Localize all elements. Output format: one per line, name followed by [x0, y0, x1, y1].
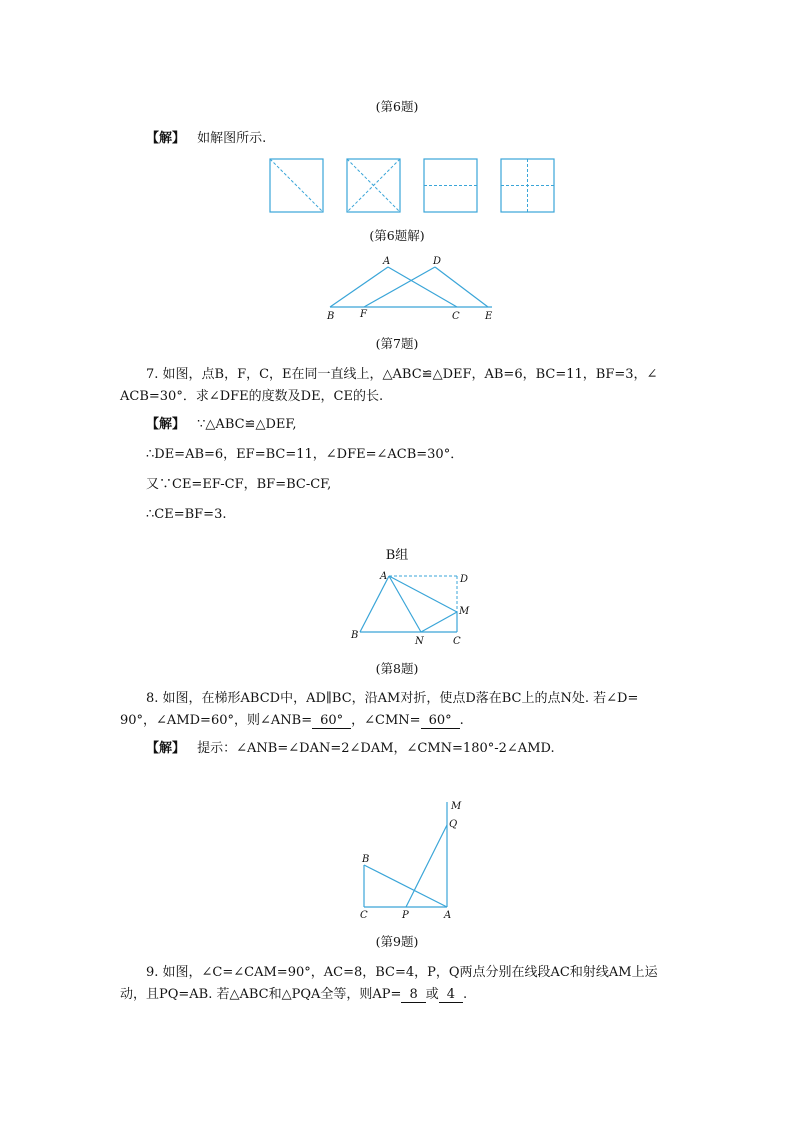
q9-problem-line2: 动，且PQ=AB. 若△ABC和△PQA全等，则AP= 8 或 4 . — [120, 987, 468, 1002]
q7-problem — [120, 364, 680, 408]
q8-problem — [120, 688, 680, 732]
q8-hint: 提示：∠ANB=∠DAN=2∠DAM，∠CMN=180°-2∠AMD. — [197, 741, 555, 756]
solution-text: 如解图所示. — [197, 131, 267, 146]
q7-problem-line1: 7. 如图，点B，F，C，E在同一直线上，△ABC≌△DEF，AB=6，BC=11，BF=3，∠ — [146, 367, 658, 382]
label-A: A — [444, 910, 452, 921]
label-A: A — [383, 256, 391, 267]
label-B: B — [327, 311, 335, 322]
q8-figure — [345, 568, 475, 648]
q9-caption: (第9题) — [375, 934, 419, 949]
q8-problem-line1: 8. 如图，在梯形ABCD中，AD∥BC，沿AM对折，使点D落在BC上的点N处. 若∠D= — [146, 691, 639, 706]
square-two-diagonals-cut — [347, 159, 400, 212]
label-F: F — [360, 309, 367, 320]
q7-caption: (第7题) — [375, 336, 419, 351]
answer-blank: 60° — [312, 713, 351, 729]
label-A: A — [380, 571, 388, 582]
label-D: D — [460, 574, 469, 585]
q6-solution-figure — [266, 156, 558, 216]
label-D: D — [433, 256, 442, 267]
group-b-title: B组 — [385, 548, 409, 563]
label-C: C — [453, 636, 461, 647]
q9-figure — [352, 798, 462, 922]
q8-problem-line2: 90°，∠AMD=60°，则∠ANB= 60° ，∠CMN= 60° . — [120, 713, 464, 728]
q7-solution — [146, 414, 706, 526]
label-Q: Q — [449, 819, 458, 830]
q7-sol-step3: 又∵CE=EF-CF，BF=BC-CF, — [146, 477, 332, 492]
label-C: C — [360, 910, 368, 921]
q9-problem — [120, 962, 680, 1006]
q6-solution — [146, 128, 706, 150]
q7-sol-step1: ∵△ABC≌△DEF, — [197, 417, 297, 432]
q7-sol-step4: ∴CE=BF=3. — [146, 507, 227, 522]
q6-caption: (第6题) — [375, 99, 419, 114]
answer-blank: 60° — [421, 713, 460, 729]
answer-blank: 4 — [439, 987, 463, 1003]
label-P: P — [402, 910, 409, 921]
q7-sol-step2: ∴DE=AB=6，EF=BC=11，∠DFE=∠ACB=30°． — [146, 447, 464, 462]
label-E: E — [485, 311, 493, 322]
q8-caption: (第8题) — [375, 661, 419, 676]
q6-solution-caption: (第6题解) — [369, 228, 425, 243]
answer-blank: 8 — [401, 987, 425, 1003]
solution-tag: 【解】 — [146, 131, 186, 146]
q8-solution — [146, 738, 706, 760]
label-M: M — [459, 606, 470, 617]
label-B: B — [351, 630, 359, 641]
solution-tag: 【解】 — [146, 741, 186, 756]
q9-problem-line1: 9. 如图，∠C=∠CAM=90°，AC=8，BC=4，P，Q两点分别在线段AC和射线AM上运 — [146, 965, 658, 980]
label-N: N — [415, 636, 424, 647]
label-B: B — [362, 854, 370, 865]
solution-tag: 【解】 — [146, 417, 186, 432]
q7-figure — [320, 253, 500, 325]
square-cross-cut — [501, 159, 554, 212]
label-M: M — [451, 801, 462, 812]
label-C: C — [452, 311, 460, 322]
square-horizontal-cut — [424, 159, 477, 212]
square-diagonal-cut — [270, 159, 323, 212]
q7-problem-line2: ACB=30°．求∠DFE的度数及DE，CE的长. — [120, 389, 384, 404]
